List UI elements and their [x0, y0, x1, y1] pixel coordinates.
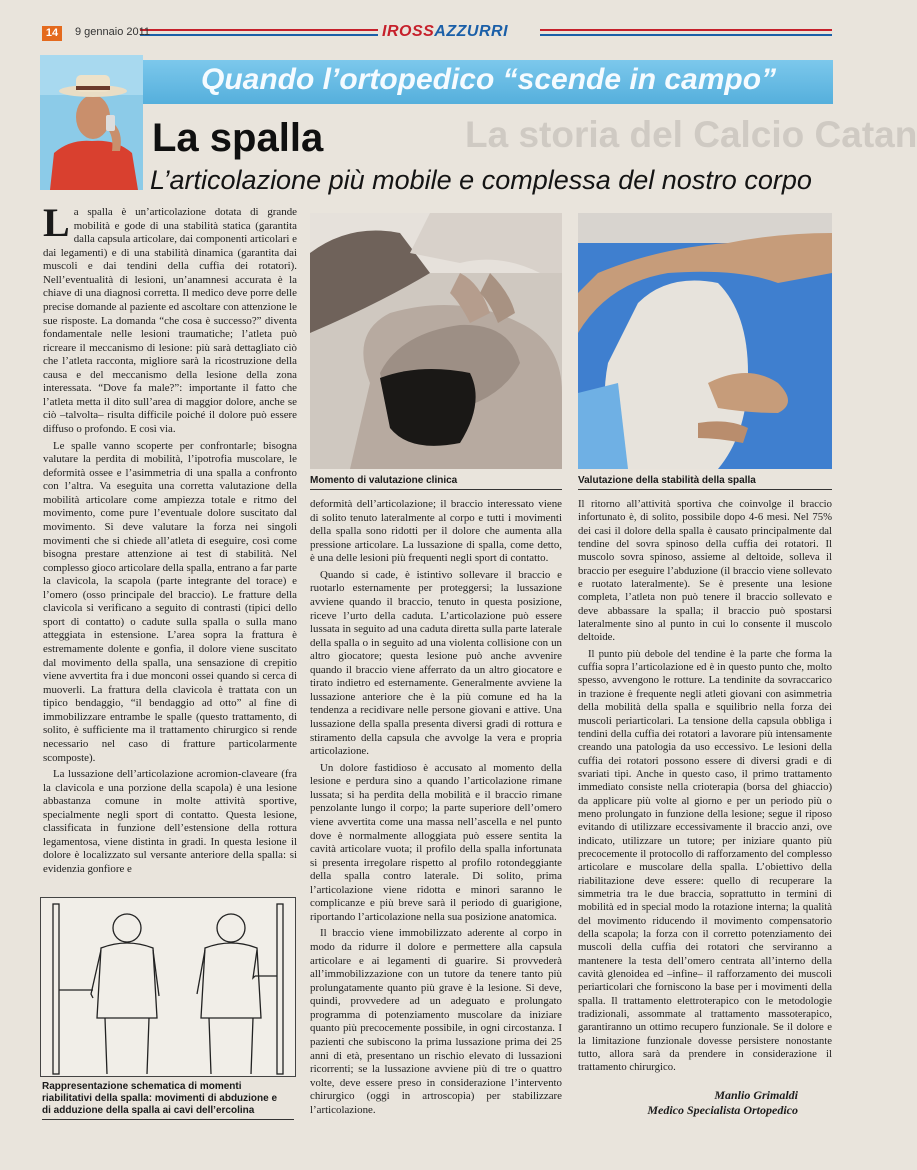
- caption-rule: [578, 489, 832, 490]
- paragraph: La lussazione dell’articolazione acromion-claveare (fra la clavicola e una porzione della scapola) è una lesione abbastanza comune in molte attività sportive, specialmente negli sport di contatto. Questa lesione, classificata in funzione dell’estensione della rottura legamentosa, viene distinta in gradi. In questa lesione il dolore è localizzato sul versante anteriore della spalla: si evidenzia gonfiore e: [43, 768, 297, 875]
- text-column-2: [310, 498, 562, 1120]
- paragraph: Il braccio viene immobilizzato aderente al corpo in modo da ridurre il dolore e permettere alla capsula articolare e ai legamenti di guarire. Si provvederà all’immobilizzazione con un tutore da tenere tanto più prolungatamente quanto più grave è la lesione. Si deve, quindi, provvedere ad un adeguato e prolungato programma di potenziamento muscolare da iniziare quanto più precocemente possibile, in ogni circostanza. I pazienti che subiscono la prima lussazione prima dei 25 anni di età, presentano un rischio elevato di lussazioni ricorrenti; se la lussazione avviene più di tre o quattro volte, deve essere preso in considerazione l’intervento chirurgico (oggi in artroscopia) per stabilizzare l’articolazione.: [310, 927, 562, 1116]
- author-signature: [647, 1088, 798, 1118]
- clinical-photo: [310, 213, 562, 469]
- paragraph: Le spalle vanno scoperte per confrontarle; bisogna valutare la perdita di mobilità, l’ipotrofia muscolare, le deformità ossee e l’asimmetria di una spalla a confronto con l’altra. Va eseguita una corretta valutazione della mobilità articolare come ampiezza totale e ritmo del movimento, come pure l’eventuale dolore suscitato dal movimento. Si deve valutare la forza nei singoli movimenti che si chiede all’atleta di eseguire, così come bisogna prestare attenzione ai test di stabilità. Nel complesso gioco articolare della spalla, entrano a far parte la clavicola, la scapola (parte integrante del torace) e l’omero (osso principale del braccio). Le fratture della clavicola si verificano a seguito di contrasti (tipici dello sport di contatto) o cadute sulla spalla o sulla mano atteggiata in estensione. L’area sopra la frattura è estremamente dolente e gonfia, il dolore viene suscitato dal movimento della spalla, una sensazione di crepitio viene avvertita fra i due monconi ossei quando si cerca di muoverli. La frattura della clavicola è trattata con un tipico bendaggio, “il bendaggio ad otto” al fine di immobilizzare entrambe le spalle (questo trattamento, di solito, è sufficiente ma il trattamento chirurgico si rende necessario nel caso di fratture particolarmente scomposte).: [43, 439, 297, 764]
- exercise-illustration: [40, 897, 296, 1077]
- caption-clinical: Momento di valutazione clinica: [310, 475, 458, 486]
- drop-cap: L: [43, 200, 70, 245]
- author-role: Medico Specialista Ortopedico: [647, 1103, 798, 1117]
- paragraph: La spalla è un’articolazione dotata di grande mobilità e gode di una stabilità statica (garantita dalla capsula articolare, dai componenti articolari e dai legamenti) e di una stabilità dinamica (garantita dai muscoli e dai tendini della cuffia dei rotatori). Nell’eventualità di lesioni, un’anamnesi accurata è la chiave di una diagnosi corretta. Il medico deve porre delle precise domande al paziente ed ascoltare con attenzione le sue risposte. La domanda “che cosa è successo?” diventa fondamentale nelle lesioni traumatiche; l’atleta può ricreare il meccanismo di lesione: più sarà dettagliato ciò che l’atleta racconta, migliore sarà la ricostruzione della causa e del meccanismo della lesione della zona interessata. “Dove fa male?”: importante il fatto che l’atleta metta il dito sull’area di maggior dolore, anche se ciò –talvolta– risulta difficile poiché il dolore può essere diffuso o profondo. E così via.: [43, 200, 297, 435]
- paragraph: Il ritorno all’attività sportiva che coinvolge il braccio infortunato è, di solito, possibile dopo 4-6 mesi. Nel 75% dei casi il dolore della spalla è causato principalmente dal tendine del sovra spinoso della cuffia dei rotatori. Il muscolo sovra spinoso, assieme al deltoide, solleva il braccio per eseguire l’abduzione (il braccio viene sollevato e ruotato lateralmente). Se è presente una lesione completa, l’atleta non può tenere il braccio sollevato e deve abbassare la spalla; il braccio può spostarsi lateralmente sino al punto in cui lo consente il muscolo deltoide.: [578, 498, 832, 644]
- rubric-title: Quando l’ortopedico “scende in campo”: [201, 63, 777, 96]
- masthead-logo: [382, 23, 508, 41]
- author-photo: [40, 55, 143, 190]
- logo-blue-part: AZZURRI: [434, 23, 509, 40]
- caption-rule: [310, 489, 562, 490]
- stability-photo: [578, 213, 832, 469]
- caption-exercises: Rappresentazione schematica di momenti riabilitativi della spalla: movimenti di abduzione e di adduzione della spalla ai cavi dell’ercolina: [42, 1081, 278, 1116]
- caption-stability: Valutazione della stabilità della spalla: [578, 475, 756, 486]
- paragraph: Un dolore fastidioso è accusato al momento della lesione e perdura sino a quando l’articolazione rimane lussata; si ha perdita della mobilità e il braccio rimane penzolante lungo il corpo; la parte superiore dell’omero viene avvertita come una massa nell’ascella e nel punto dove è normalmente alloggiata può essere sentita la cavità articolare vuota; il profilo della spalla infortunata si presenta irregolare rispetto al profilo rotondeggiante della spalla contro laterale. Di solito, prima l’articolazione viene ridotta e minori saranno le complicanze e più breve sarà il periodo di guarigione, riportando l’articolazione nella sua posizione anatomica.: [310, 761, 562, 923]
- issue-date: 9 gennaio 2011: [75, 26, 151, 38]
- article-subheadline: L’articolazione più mobile e complessa del nostro corpo: [150, 165, 812, 195]
- text-column-1: [43, 200, 297, 880]
- paragraph: Quando si cade, è istintivo sollevare il braccio e ruotarlo esternamente per proteggersi; la lussazione avviene quando il braccio, tenuto in questa posizione, riceve l’urto della caduta. L’articolazione può essere lussata in seguito ad una caduta diretta sulla parte laterale della spalla o in seguito ad una violenta collisione con un altro giocatore; questa lesione può anche avvenire quando il braccio viene afferrato da un altro giocatore e tirato indietro ed esternamente. Generalmente avviene la lussazione anteriore che è la più comune ed ha la tendenza a recidivare nelle persone giovani e attive. Una lussazione della spalla presenta diversi gradi di rottura e stiramento della capsula che avvolge la vera e propria articolazione.: [310, 568, 562, 758]
- show-through-heading: La storia del Calcio Catan: [465, 114, 917, 155]
- rubric-band: [143, 60, 833, 104]
- paragraph: deformità dell’articolazione; il braccio interessato viene di solito tenuto lateralmente al corpo e tutti i movimenti della spalla sono ridotti per il dolore che aumenta alla pressione articolare. La lussazione di spalla, come detto, è una delle lesioni più frequenti negli sport di contatto.: [310, 498, 562, 565]
- paragraph: Il punto più debole del tendine è la parte che forma la cuffia sopra l’articolazione ed è in questo punto che, molto spesso, avvengono le rotture. La tendinite da sovraccarico in trazione è frequente negli atleti giovani con asimmetria della mobilità della spalla e squilibrio nella forza dei muscoli periarticolari. La tensione della capsula obbliga i tendini della cuffia dei rotatori a lavorare più intensamente creando una patologia da uso eccessivo. Le lesioni della cuffia dei rotatori possono essere di diversi gradi e di svariati tipi. Anche in questo caso, il primo trattamento immediato consiste nella crioterapia (borsa del ghiaccio) da applicare più volte al giorno e per un periodo più o meno prolungato in funzione della lesione; segue il riposo evitando di utilizzare eccessivamente il braccio anzi, ove indicato, utilizzare un tutore; per iniziare quanto più precocemente il protocollo di rafforzamento del complesso articolare e muscolare della spalla. L’obiettivo della riabilitazione deve essere: quello di recuperare la simmetria tra le due braccia, soprattutto in termini di mobilità ed in special modo la rotazione interna; la qualità del movimento riducendo il movimento compensatorio della scapola; la forza con il corretto potenziamento dei muscoli della cuffia dei rotatori che serviranno a mantenere la testa dell’omero centrata all’interno della cavità glenoidea ed –infine– il rafforzamento dei muscoli periarticolari che forniscono la base per i movimenti della spalla. Il trattamento elettroterapico con le metodologie tradizionali, assommate al trattamento massoterapico, garantiranno un ottimo recupero funzionale. Se il dolore e la limitazione funzionale dovesse persistere nonostante tutto, allora sarà da prendere in considerazione il trattamento chirurgico.: [578, 647, 832, 1074]
- author-name: Manlio Grimaldi: [714, 1088, 798, 1102]
- article-headline: La spalla: [152, 116, 324, 160]
- text-column-3: [578, 498, 832, 1078]
- logo-red-part: IROSS: [382, 23, 435, 40]
- page-number: 14: [42, 26, 62, 41]
- page-header: [0, 20, 850, 46]
- caption-rule: [42, 1119, 294, 1120]
